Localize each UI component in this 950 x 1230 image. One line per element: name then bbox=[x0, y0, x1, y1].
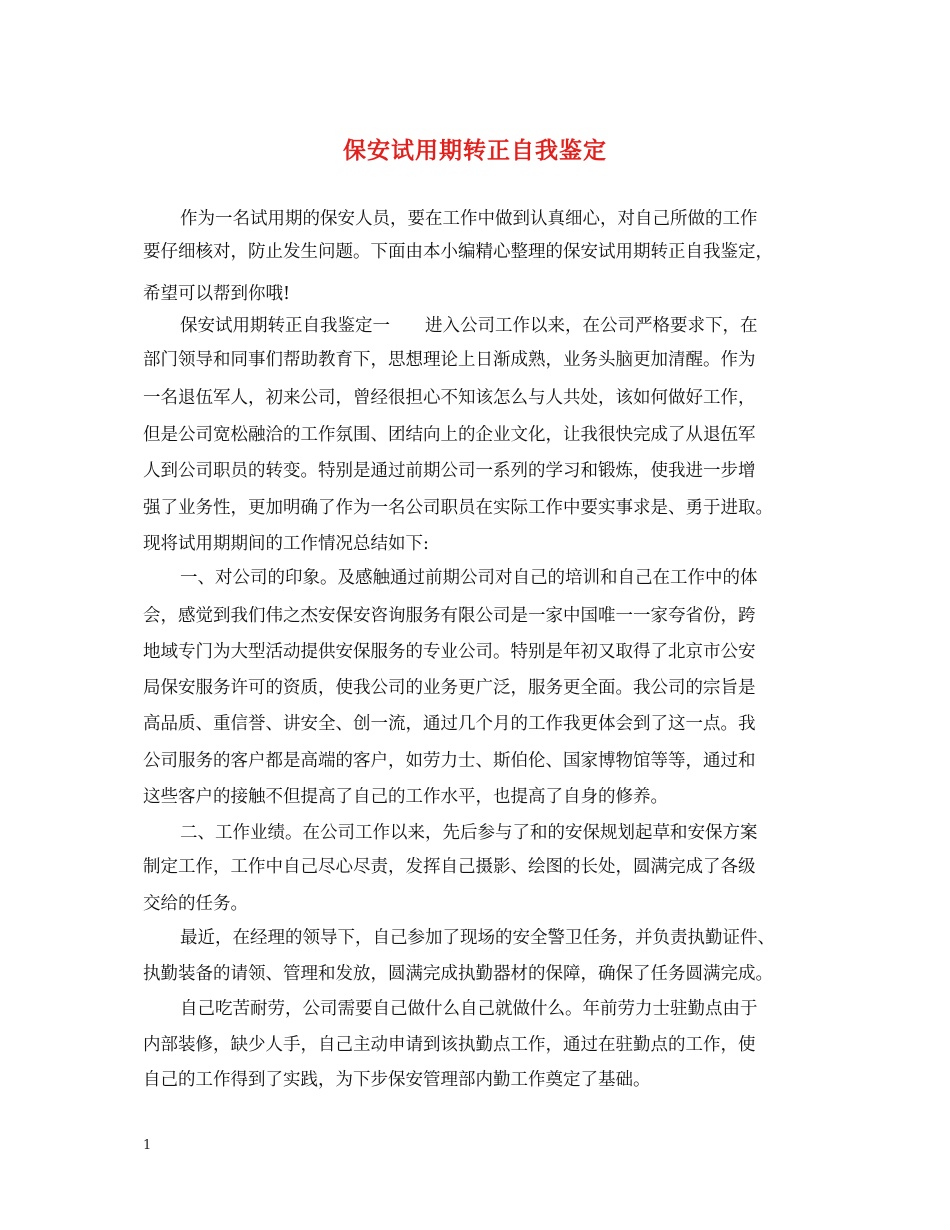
body-line: 但是公司宽松融洽的工作氛围、团结向上的企业文化，让我很快完成了从退伍军 bbox=[143, 425, 756, 445]
body-line: 一、对公司的印象。及感触通过前期公司对自己的培训和自己在工作中的体 bbox=[180, 568, 758, 588]
body-line: 要仔细核对，防止发生问题。下面由本小编精心整理的保安试用期转正自我鉴定， bbox=[143, 242, 773, 262]
body-line: 自己的工作得到了实践，为下步保安管理部内勤工作奠定了基础。 bbox=[143, 1070, 651, 1090]
body-line: 人到公司职员的转变。特别是通过前期公司一系列的学习和锻炼，使我进一步增 bbox=[143, 461, 756, 481]
body-line: 这些客户的接触不但提高了自己的工作水平，也提高了自身的修养。 bbox=[143, 787, 668, 807]
body-line: 执勤装备的请领、管理和发放，圆满完成执勤器材的保障，确保了任务圆满完成。 bbox=[143, 964, 773, 984]
body-line: 现将试用期期间的工作情况总结如下: bbox=[143, 534, 429, 554]
body-line: 高品质、重信誉、讲安全、创一流，通过几个月的工作我更体会到了这一点。我 bbox=[143, 714, 756, 734]
body-line: 最近，在经理的领导下，自己参加了现场的安全警卫任务，并负责执勤证件、 bbox=[180, 928, 775, 948]
body-line: 会，感觉到我们伟之杰安保安咨询服务有限公司是一家中国唯一一家夸省份，跨 bbox=[143, 606, 756, 626]
body-line: 部门领导和同事们帮助教育下，思想理论上日渐成熟，业务头脑更加清醒。作为 bbox=[143, 350, 756, 370]
body-line: 作为一名试用期的保安人员，要在工作中做到认真细心，对自己所做的工作 bbox=[180, 209, 758, 229]
body-line: 保安试用期转正自我鉴定一 进入公司工作以来，在公司严格要求下，在 bbox=[180, 316, 758, 336]
body-line: 局保安服务许可的资质，使我公司的业务更广泛，服务更全面。我公司的宗旨是 bbox=[143, 678, 756, 698]
body-line: 交给的任务。 bbox=[143, 894, 248, 914]
body-line: 内部装修，缺少人手，自己主动申请到该执勤点工作，通过在驻勤点的工作，使 bbox=[143, 1035, 756, 1055]
body-line: 二、工作业绩。在公司工作以来，先后参与了和的安保规划起草和安保方案 bbox=[180, 823, 758, 843]
body-line: 制定工作，工作中自己尽心尽责，发挥自己摄影、绘图的长处，圆满完成了各级 bbox=[143, 857, 756, 877]
body-line: 一名退伍军人，初来公司，曾经很担心不知该怎么与人共处，该如何做好工作， bbox=[143, 388, 756, 408]
body-line: 强了业务性，更加明确了作为一名公司职员在实际工作中要实事求是、勇于进取。 bbox=[143, 498, 773, 518]
body-line: 地域专门为大型活动提供安保服务的专业公司。特别是年初又取得了北京市公安 bbox=[143, 642, 756, 662]
page-number: 1 bbox=[143, 1138, 152, 1153]
body-line: 自己吃苦耐劳，公司需要自己做什么自己就做什么。年前劳力士驻勤点由于 bbox=[180, 999, 758, 1019]
body-line: 希望可以帮到你哦! bbox=[143, 284, 291, 304]
document-title: 保安试用期转正自我鉴定 bbox=[343, 137, 607, 164]
body-line: 公司服务的客户都是高端的客户，如劳力士、斯伯伦、国家博物馆等等，通过和 bbox=[143, 751, 756, 771]
